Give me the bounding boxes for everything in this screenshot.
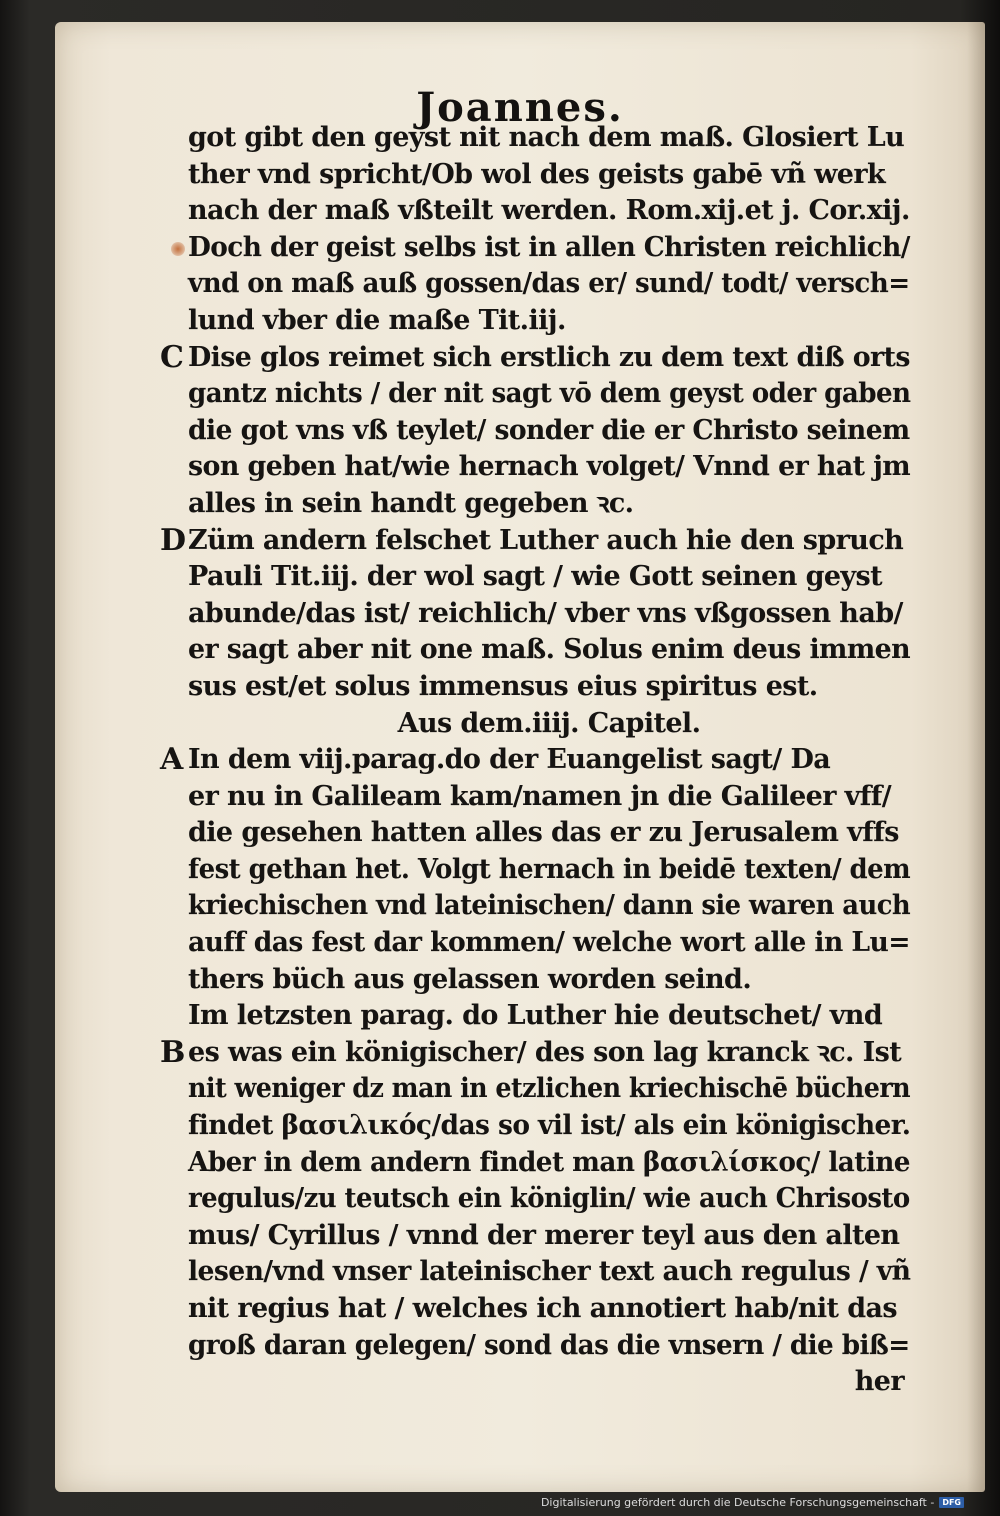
margin-letter: D (160, 522, 187, 558)
text-line: Züm andern felschet Luther auch hie den spruch (188, 524, 904, 556)
funding-credit (541, 1496, 964, 1509)
text-line: Dise glos reimet sich erstlich zu dem text diß orts (188, 341, 910, 373)
dfg-logo: DFG (939, 1497, 964, 1508)
margin-letter: A (160, 742, 184, 778)
page-edge-shadow (967, 22, 985, 1492)
text-line: die gesehen hatten alles das er zu Jerusalem vffs (188, 817, 899, 849)
text-line: Pauli Tit.iij. der wol sagt / wie Gott seinen geyst (188, 561, 882, 593)
margin-letter: B (160, 1035, 186, 1070)
text-line: In dem viij.parag.do der Euangelist sagt/ Da (188, 744, 831, 776)
text-line: lesen/vnd vnser lateinischer text auch regulus / vñ (188, 1256, 911, 1288)
text-line: nit weniger dz man in etzlichen kriechischē büchern (188, 1073, 911, 1105)
text-line: sus est/et solus immensus eius spiritus est. (188, 670, 818, 702)
text-line: nach der maß vßteilt werden. Rom.xij.et j. Cor.xij. (188, 195, 910, 227)
text-line: her (854, 1366, 904, 1398)
body-text (188, 120, 910, 1401)
ink-stain (171, 242, 185, 256)
running-title: Joannes. (416, 84, 624, 131)
chapter-heading: Aus dem.iiij. Capitel. (397, 707, 701, 739)
text-line: lund vber die maße Tit.iij. (188, 304, 566, 336)
text-line: mus/ Cyrillus / vnnd der merer teyl aus den alten (188, 1219, 900, 1251)
text-line: er nu in Galileam kam/namen jn die Galileer vff/ (188, 780, 892, 812)
text-line: findet βασιλικός/das so vil ist/ als ein königischer. (188, 1110, 911, 1142)
text-line: son geben hat/wie hernach volget/ Vnnd er hat jm (188, 451, 911, 483)
text-line: er sagt aber nit one maß. Solus enim deus immen (188, 634, 911, 666)
text-line: ther vnd spricht/Ob wol des geists gabē vñ werk (188, 158, 886, 190)
text-line: alles in sein handt gegeben ꝛc. (188, 487, 634, 519)
credit-text: Digitalisierung gefördert durch die Deutsche Forschungsgemeinschaft - (540, 1496, 935, 1509)
text-line: die got vns vß teylet/ sonder die er Christo seinem (188, 414, 910, 446)
text-line: regulus/zu teutsch ein königlin/ wie auch Chrisosto (188, 1183, 910, 1215)
text-line: Im letzsten parag. do Luther hie deutschet/ vnd (188, 1000, 883, 1032)
text-line: es was ein königischer/ des son lag kranck ꝛc. Ist (188, 1036, 902, 1068)
text-line: gantz nichts / der nit sagt vō dem geyst oder gaben (188, 378, 911, 410)
text-line: groß daran gelegen/ sond das die vnsern / die biß= (188, 1329, 910, 1361)
text-line: kriechischen vnd lateinischen/ dann sie waren auch (188, 890, 911, 922)
text-line: vnd on maß auß gossen/das er/ sund/ todt/ versch= (188, 268, 910, 300)
text-line: nit regius hat / welches ich annotiert hab/nit das (188, 1293, 898, 1324)
text-line: fest gethan het. Volgt hernach in beidē texten/ dem (188, 853, 911, 885)
text-line: Aber in dem andern findet man βασιλίσκος/ latine (188, 1146, 910, 1178)
text-line: Doch der geist selbs ist in allen Christen reichlich/ (188, 231, 910, 263)
text-line: got gibt den geyst nit nach dem maß. Glosiert Lu (188, 122, 905, 153)
text-line: auff das fest dar kommen/ welche wort alle in Lu= (188, 927, 910, 959)
text-line: thers büch aus gelassen worden seind. (188, 963, 752, 995)
margin-letter: C (160, 339, 184, 375)
text-line: abunde/das ist/ reichlich/ vber vns vßgossen hab/ (188, 597, 903, 629)
